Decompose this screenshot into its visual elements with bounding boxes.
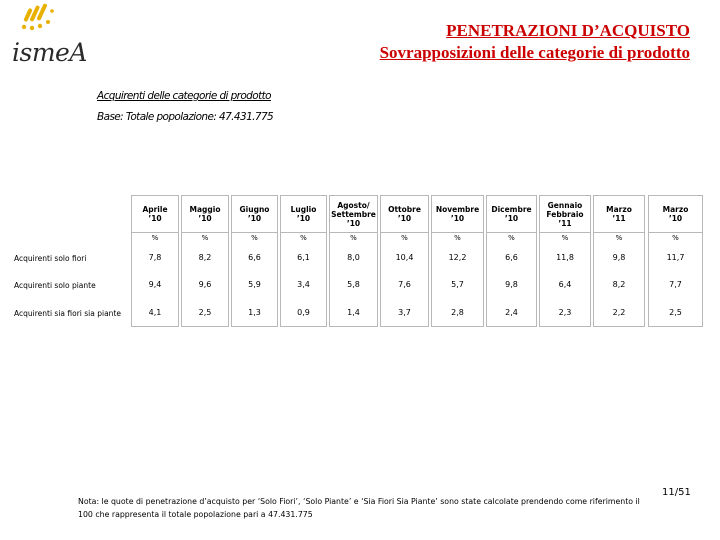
value-cell: 12,2 [448,253,467,262]
value-cell: 7,7 [669,280,682,289]
value-cell: 7,8 [148,253,162,262]
header-divider [232,232,277,233]
value-cell: 8,2 [198,253,212,262]
table-column [231,195,278,327]
unit-cell: % [201,234,209,242]
value-cell: 9,4 [148,280,162,289]
value-cell: 11,8 [556,253,574,262]
unit-cell: % [401,234,408,242]
value-cell: 2,5 [669,308,682,317]
header-divider [432,232,483,233]
value-cell: 5,7 [451,280,464,289]
value-cell: 8,0 [347,253,360,262]
value-cell: 9,8 [505,280,518,289]
table-column [486,195,537,327]
unit-cell: % [454,234,461,242]
header-divider [281,232,326,233]
page-number: 11/51 [662,487,691,498]
title-line-1: PENETRAZIONI D’ACQUISTO [446,21,690,40]
unit-cell: % [251,234,258,242]
column-header: Giugno ’10 [239,205,270,223]
value-cell: 10,4 [395,253,414,262]
value-cell: 3,7 [398,308,411,317]
header-divider [594,232,644,233]
value-cell: 0,9 [297,308,310,317]
table-column [380,195,429,327]
header-divider [649,232,702,233]
table-column [431,195,484,327]
value-cell: 2,3 [558,308,572,317]
value-cell: 6,4 [558,280,572,289]
value-cell: 4,1 [148,308,162,317]
value-cell: 5,9 [248,280,261,289]
subtitle-categories: Acquirenti delle categorie di prodotto [97,90,271,102]
unit-cell: % [672,234,679,242]
value-cell: 5,8 [347,280,360,289]
ismea-logo [12,2,112,72]
header-divider [182,232,228,233]
value-cell: 6,6 [248,253,261,262]
column-header: Novembre ’10 [435,205,480,223]
footnote: Nota: le quote di penetrazione d’acquisto per ‘Solo Fiori’, ‘Solo Piante’ e ‘Sia Fiori Sia Piante’ sono state calcolate prendendo come riferimento il 100 che rappresenta il totale popolazione pari a 47.431.775 [78,497,640,519]
value-cell: 2,4 [505,308,518,317]
unit-cell: % [561,234,569,242]
value-cell: 2,5 [198,308,212,317]
table-column [280,195,327,327]
row-label-fiori-piante: Acquirenti sia fiori sia piante [14,309,121,318]
row-label-solo-fiori: Acquirenti solo fiori [14,254,87,263]
page-title [380,20,690,64]
subtitle-base: Base: Totale popolazione: 47.431.775 [97,111,274,123]
header-divider [330,232,377,233]
unit-cell: % [300,234,307,242]
value-cell: 3,4 [297,280,310,289]
value-cell: 9,8 [612,253,626,262]
title-line-2: Sovrapposizioni delle categorie di prodotto [379,43,690,62]
value-cell: 11,7 [666,253,685,262]
column-header: Dicembre ’10 [491,205,532,223]
column-header: Maggio ’10 [189,205,221,223]
value-cell: 1,3 [248,308,261,317]
header-divider [381,232,428,233]
value-cell: 6,6 [505,253,518,262]
row-label-solo-piante: Acquirenti solo piante [14,281,96,290]
column-header: Aprile ’10 [142,205,168,223]
unit-cell: % [615,234,623,242]
column-header: Agosto/ Settembre ’10 [331,200,376,228]
table-column [131,195,179,327]
header-divider [132,232,178,233]
value-cell: 9,6 [198,280,212,289]
table-column [539,195,591,327]
table-column [181,195,229,327]
unit-cell: % [350,234,357,242]
table-column [648,195,703,327]
logo-mark-icon [12,2,72,42]
column-header: Marzo ’11 [606,205,632,223]
table-column [593,195,645,327]
value-cell: 2,8 [451,308,464,317]
header-divider [487,232,536,233]
table-column [329,195,378,327]
column-header: Ottobre ’10 [388,205,421,223]
column-header: Gennaio Febbraio ’11 [546,200,584,228]
logo-text: ismeA [12,38,87,67]
column-header: Luglio ’10 [290,205,317,223]
unit-cell: % [151,234,159,242]
value-cell: 2,2 [612,308,626,317]
value-cell: 7,6 [398,280,411,289]
header-divider [540,232,590,233]
value-cell: 6,1 [297,253,310,262]
column-header: Marzo ’10 [662,205,689,223]
value-cell: 1,4 [347,308,360,317]
value-cell: 8,2 [612,280,626,289]
unit-cell: % [508,234,515,242]
